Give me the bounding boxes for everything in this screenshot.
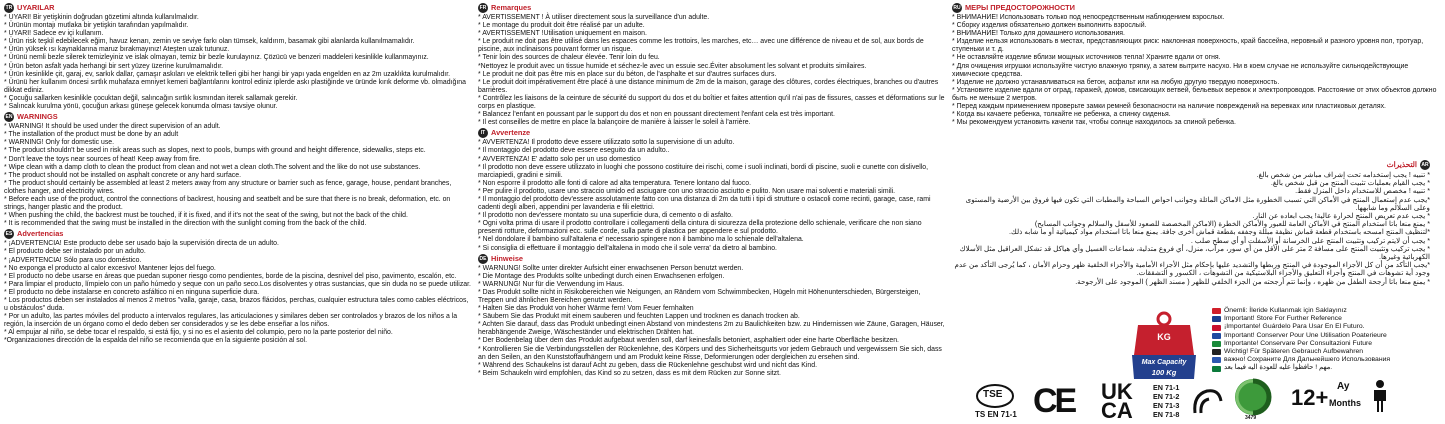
warning-line: * ВНИМАНИЕ! Использовать только под непосредственным наблюдением взрослых. (952, 14, 1225, 21)
section-en (4, 112, 472, 228)
warning-line: * El producto debe ser instalado por un adulto. (4, 248, 146, 256)
section-title-ru: МЕРЫ ПРЕДОСТОРОЖНОСТИ (965, 2, 1075, 12)
warning-line: *يجب التأكد من أن كل الأجزاء الموجودة في المنتج وربطها والتشديد عليها بإحكام مثل الأجزاء الأمامية والأجزاء الخلفية ظهر وحزام الأمان ، كما يُرجى التأكد من عدم وجود أية تشوهات في المنتج وأجزاء التعليق والأجزاء البلاستيكية من التشوهات ، الكسور و التشققات. (954, 260, 1430, 278)
warning-list-en (4, 123, 472, 228)
warning-line: * Для очищения игрушки используйте чистую влажную тряпку, а затем вытрите насухо. Ни в коем случае не используйте сильнодействующие химические средства. (952, 62, 1409, 78)
warning-line: * Beim Schaukeln wird empfohlen, das Kind so zu setzen, dass es mit dem Rücken zur Sonne sitzt. (478, 369, 781, 377)
warning-line: * Si consiglia di effettuare il montaggio dell'altalena in modo che il sole verra' da dietro al bambino. (478, 244, 777, 252)
flag-icon (1212, 316, 1221, 322)
warning-line: * Halten Sie das Produkt von hoher Wärme fern! Vom Feuer fernhalten (478, 305, 694, 313)
warning-line: * Ürün yüksek ısı kaynaklarına maruz bırakmayınız! Ateşten uzak tutunuz. (4, 46, 230, 54)
flag-icon (1212, 366, 1221, 372)
warning-line: *يجب عدم إستعمال المنتج في الأماكن التي تسبب الخطورة مثل الاماكن المائلة وجوانب احواض السباحة والمطبات التي تكون فيها فروق بين الأرضية والمستوى وعلى السلالم وما شابهها. (965, 194, 1430, 212)
warning-line: * Ürünün montajı mutlaka bir yetişkin tarafından yapılmalıdır. (4, 22, 189, 30)
warning-line: * Before each use of the product, control the connections of backrest, housing and seatbelt and be sure that there is no break, deformation, etc. on strings, hanger plastic and the product. (4, 195, 451, 212)
section-title-ar: التحذيرات (1386, 159, 1417, 169)
section-tr (4, 3, 472, 111)
warning-line: * The product should certainly be assembled at least 2 meters away from any structure or barrier such as fence, garage, house, pendant branches, clothes hanger, and electricity wires. (4, 179, 452, 195)
section-title-it: Avvertenze (491, 128, 531, 138)
section-de (478, 254, 946, 378)
store-note-text: Wichtig! Für Späteren Gebrauch Aufbewahren (1224, 348, 1364, 356)
warning-line: * Le produit doit impérativement être placé à une distance minimum de 2m de la maison, garage des clôtures, cordes électriques, branches ou d'autres barrières. (478, 78, 939, 94)
warning-line: * ¡ADVERTENCIA! Este producto debe ser usado bajo la supervisión directa de un adulto. (4, 240, 279, 248)
warning-line: * Установите изделие вдали от оград, гаражей, домов, свисающих ветвей, бельевых веревок и электропроводов. Расстояние от этих объектов должно быть не меньше 2 метров. (952, 86, 1437, 102)
warning-line: * AVERTISSEMENT !Utilisation uniquement en maison. (478, 30, 647, 38)
warning-line: * UYARI! Bir yetişkinin doğrudan gözetimi altında kullanılmalıdır. (4, 14, 199, 21)
store-note-text: важно! Сохраните Для Дальнейшего Использования (1224, 356, 1391, 364)
section-title-tr: UYARILAR (17, 2, 55, 12)
warning-line: *Nettoyez le produit avec un tissue humide et séchez-le avec un essuie sec.Éviter absolument les solvant et produits similaires. (478, 62, 867, 70)
middle-column (478, 2, 946, 379)
warning-line: * The installation of the product must be done by an adult (4, 131, 179, 139)
warning-line: * Il prodotto non dev'essere montato su una superficie dura, di cemento o di asfalto. (478, 212, 733, 220)
section-it (478, 128, 946, 252)
green-dot-number: 3479 (1245, 415, 1257, 421)
ukca-top: UK (1101, 379, 1133, 404)
warning-line: * Salıncak kurulma yönü, çocuğun arkası güneşe gelecek konumda olması tavsiye olunur. (4, 103, 278, 111)
capacity-kg-label: KG (1157, 332, 1171, 342)
en-standard-4: EN 71-8 (1153, 410, 1180, 419)
section-title-es: Advertencias (17, 229, 64, 239)
language-badge-tr: TR (5, 5, 13, 11)
language-badge-fr: FR (479, 5, 487, 11)
flag-icon (1212, 325, 1221, 331)
warning-line: * Изделие нельзя использовать в местах, представляющих риск: наклонная поверхность, край бассейна, неровный и разного уровня пол, тротуар, ступеньки и т. д. (952, 38, 1424, 54)
warning-line: * يجب عدم تعريض المنتج لحرارة عالية! يجب ابعاده عن النار. (1252, 211, 1430, 221)
warning-line: * Para limpiar el producto, límpielo con un paño húmedo y seque con un paño seco.Los disolventes y otras sustancias, que sin duda no se puede utilizar. (4, 280, 471, 288)
flag-icon (1212, 341, 1221, 347)
language-badge-de: DE (479, 255, 487, 262)
flag-icon (1212, 308, 1221, 314)
store-note-text: Important! Conserver Pour Une Utilisation Poaterieure (1224, 331, 1387, 339)
warning-line: * WARNUNG! Sollte unter direkter Aufsicht einer erwachsenen Person benutzt werden. (478, 264, 744, 272)
warning-line: * Le produit ne doit pas être mis en place sur du béton, de l'asphalte et sur d'autres surfaces durs. (478, 70, 777, 78)
warning-line: * Achten Sie darauf, dass das Produkt unbedingt einen Abstand von mindestens 2m zu Baulichkeiten bzw. zu Hindernissen wie Zäune, Garagen, Häuser, herabhängende Zweige, Wäscheständer und elektrischen Drähten hat. (478, 321, 945, 337)
warning-line: * Der Bodenbelag über dem das Produkt aufgebaut werden soll, darf keinesfalls betoniert, asphaltiert oder eine harte Oberfläche besitzen. (478, 337, 899, 345)
warning-list-es (4, 240, 472, 345)
warning-line: * Il est conseilles de mettre en place la balançoire de manière à laisser le soleil à l'arrière. (478, 119, 751, 127)
warning-list-fr (478, 14, 946, 127)
ce-mark: CE (1033, 382, 1075, 420)
ukca-bottom: CA (1101, 398, 1133, 423)
warning-line: * When pushing the child, the backrest must be touched, if it is fixed, and if it's not the seat of the swing, but not the back of the child. (4, 212, 408, 220)
store-note-row (1212, 307, 1442, 315)
warning-line: * Çocuğu sallarken kesinlikle çocuktan değil, salıncağın sırtlık kısmından iterek sallamak gerekir. (4, 94, 298, 102)
warning-line: * Ürün risk teşkil edebilecek eğim, havuz kenarı, zemin ve seviye farkı olan tümsek, kaldırım, basamak gibi alanlarda kullanılmamalıdır. (4, 38, 415, 46)
flag-icon (1212, 357, 1221, 363)
warning-list-it (478, 139, 946, 252)
warning-line: * Ürünü her kullanım öncesi sırtlık muhafaza emniyet kemeri bağlantılarını kontrol ediniz iplerde askı plastiğinde ve üründe kırık deforme vb. olmadığına dikkat ediniz. (4, 78, 466, 94)
warning-line: * Don't leave the toys near sources of heat! Keep away from fire. (4, 155, 201, 163)
store-note-row (1212, 348, 1442, 356)
language-badge-it: IT (478, 128, 488, 138)
section-ar (952, 160, 1430, 286)
child-figure-icon (1371, 379, 1389, 413)
green-dot-icon (1233, 377, 1273, 417)
language-badge-ar: AR (1421, 162, 1429, 168)
en-standards-list (1153, 383, 1179, 419)
capacity-line2: 100 Kg (1151, 368, 1177, 377)
store-note-text: Importante! Conservare Per Consultazioni Future (1224, 339, 1373, 347)
store-note-text: Önemli: İleride Kullanmak için Saklayınız (1224, 307, 1347, 314)
warning-line: * Il montaggio del prodotto dev'essere assolutamente fatto con una distanza di 2m da tutti i tipi di strutture o ostacoli come recinti, garage, case, rami cadenti degli alberi, appendini per lavanderia e fili elettrici. (478, 195, 931, 212)
recycling-triman-icon (1191, 385, 1225, 417)
warning-list-ru (952, 14, 1440, 127)
certification-marks (975, 379, 1440, 423)
warning-line: * ВНИМАНИЕ! Только для домашнего использования. (952, 30, 1125, 38)
tse-label: TSE (983, 389, 1003, 400)
warning-line: * Il montaggio del prodotto deve essere eseguito da un adulto.. (478, 147, 670, 155)
flag-icon (1212, 333, 1221, 339)
language-badge-en: EN (5, 114, 13, 121)
section-title-en: WARNINGS (17, 112, 58, 122)
store-note-text: Important! Store For Further Reference (1224, 315, 1342, 323)
warning-line: * يمنع منعا باتا أرجحة الطفل من ظهره ، وإنما تتم أرجحته من الجزء الخلفي للظهر ( مسند الظهر ) الموجود على الأرجوحة. (1075, 276, 1430, 286)
warning-line: * Balancez l'enfant en poussant par le support du dos et non en poussant directement l'enfant cela est très important. (478, 111, 835, 119)
warning-line: * يمنع منعا باتا استخدام المنتج في الأماكن العامة للعبور والأماكن الخطرة (الاماكن المخصصة للصعود للأسفل والسلالم وجوانب المسابح) (1034, 219, 1430, 229)
warning-line: * Перед каждым применением проверьте замки ремней безопасности на наличие повреждений на веревках или пластиковых деталях. (952, 103, 1386, 111)
language-badge-es: ES (5, 231, 13, 238)
warning-line: * Le montage du produit doit être réalisé par un adulte. (478, 22, 645, 30)
en-standard-1: EN 71-1 (1153, 383, 1180, 392)
warning-line: * Die Montage des Produkts sollte unbedingt durch einen Erwachsenen erfolgen. (478, 272, 725, 280)
warning-line: * ¡ADVERTENCIA! Sólo para uso doméstico. (4, 256, 142, 264)
store-note-row (1212, 364, 1442, 372)
warning-line: *Organizaciones dirección de la espalda del niño se recomienda que en la siguiente posición al sol. (4, 337, 307, 345)
warning-line: * Il prodotto non deve essere utilizzato in luoghi che possono costituire dei rischi, come i suoli inclinati, bordi di piscine, suoli e cunette con dislivello, marciapiedi, gradini e simili. (478, 163, 929, 179)
store-reference-list (1212, 307, 1442, 373)
warning-line: * Kontrollieren Sie die Verbindungsstellen der Rückenlehne, des Körpers und des Sicherheitsgurts vor jedem Gebrauch und vergewissern Sie sich, dass an den Seilen, an den Kunststoffaufhängern und am Produkt keine Risse, Deformierungen oder dergleichen zu ersehen sind. (478, 345, 942, 361)
warning-line: * No exponga el producto al calor excesivo! Mantener lejos del fuego. (4, 264, 216, 272)
warning-line: * Contrôlez les liaisons de la ceinture de sécurité du support du dos et du boîtier et faites attention qu'il n'ai pas de fissures, casses et déformations sur le corps en plastique. (478, 94, 945, 111)
warning-line: * Per pulire il prodotto, usare uno straccio umido ed asciugare con uno straccio asciutto e pulito. Non usare mai solventi e materiali simili. (478, 187, 896, 195)
warning-list-ar (952, 171, 1430, 286)
warning-line: * Wipe clean with a damp cloth to clean the product from clean and not wet a clean cloth.The solvent and the like do not use substances. (4, 163, 421, 171)
warning-line: * Ürün kesinlikle çit, garaj, ev, sarkık dallar, çamaşır askıları ve elektrik telleri gibi her hangi bir yapı yada engelden en az 2m uzaklıkta kurulmalıdır. (4, 70, 451, 78)
max-capacity-badge (1128, 305, 1200, 383)
warning-line: * The product shouldn't be used in risk areas such as slopes, next to pools, bumps with ground and height difference, sidewalks, steps etc. (4, 147, 426, 155)
warning-line: * يجب تركيب وتثبيت المنتج على مسافة 2 متر على الأقل من أي سور، مرآب، منزل، أي فروع متدلية، شماعات الغسيل وأي هياكل قد تشكل العراقيل مثل الأسلاك الكهربائية وغيرها. (959, 243, 1430, 262)
warning-line: * WARNUNG! Nur für die Verwendung im Haus. (478, 280, 625, 288)
warning-list-tr (4, 14, 472, 111)
warning-line: * Сборку изделия обязательно должен выполнить взрослый. (952, 22, 1147, 30)
warning-line: * تنبيه ! مخصص للاستخدام داخل المنزل فقط. (1295, 186, 1430, 196)
section-es (4, 229, 472, 345)
store-note-row (1212, 332, 1442, 340)
age-warning-number: 12+ (1291, 385, 1329, 410)
warning-line: * Tenir loin des sources de chaleur élevée. Tenir loin du feu. (478, 54, 660, 62)
warning-line: * Los productos deben ser instalados al menos 2 metros "valla, garaje, casa, brazos flácidos, perchas, cualquier estructura tales como cables eléctricos, u obstáculos" duda. (4, 297, 469, 313)
warning-line: * Изделие не должно устанавливаться на бетон, асфальт или на любую другую твердую поверхность. (952, 78, 1280, 86)
warning-line: * WARNING! It should be used under the direct supervision of an adult. (4, 123, 221, 131)
warning-line: * Al empujar al niño, se debe tocar el respaldo, si está fijo, y si no es el asiento del columpio, pero no la parte posterior del niño. (4, 329, 393, 337)
warning-line: * Non esporre il prodotto alle fonti di calore ad alta temperatura. Tenere lontano dal fuoco. (478, 179, 751, 187)
section-title-fr: Remarques (491, 2, 532, 12)
section-fr (478, 3, 946, 127)
warning-line: * Ürünü nemli bezle silerek temizleyiniz ve islak olmayan, temiz bir bezle kurulayınız. Çözücü ve benzeri maddeleri kesinlikle kullanmayınız. (4, 54, 429, 62)
warning-line: * يجب أن لايتم تركيب وتثبيت المنتج على الخرسانة أو الأسفلت أو أي سطح صلب . (1190, 235, 1430, 245)
en-standard-2: EN 71-2 (1153, 392, 1180, 401)
warning-line: * AVVERTENZA! Il prodotto deve essere utilizzato sotto la supervisione di un adulto. (478, 139, 735, 147)
store-note-row (1212, 315, 1442, 323)
warning-line: * Säubern Sie das Produkt mit einem sauberen und feuchten Lappen und trocknen es danach trocken ab. (478, 313, 800, 321)
warning-line: * AVERTISSEMENT ! À utiliser directement sous la surveillance d'un adulte. (478, 14, 710, 21)
section-title-de: Hinweise (491, 253, 524, 263)
warning-line: * AVVERTENZA! E' adatto solo per un uso domestico (478, 155, 641, 163)
warning-line: * Ogni volta prima di usare il prodotto controllare i collegamenti della cintura di sicurezza della protezione dello schienale, verificare che non siano presenti rotture, deformazioni ecc. sulle corde, sulla parte di plastica per appendere e sul prodotto. (478, 220, 922, 236)
warning-line: * Während des Schaukelns ist darauf Acht zu geben, dass die Rückenlehne geschubst wird und nicht das Kind. (478, 361, 817, 369)
language-badge-ru: RU (953, 5, 961, 11)
warning-line: * It is recommended that the swing must be installed in the direction with the sunlight coming from the back of the child. (4, 220, 367, 228)
warning-line: * El producto no debe usarse en áreas que puedan suponer riesgo como pendientes, borde de la piscina, desnivel del piso, pavimento, escalón, etc. (4, 272, 457, 280)
left-column (4, 2, 472, 347)
ts-en-label: TS EN 71-1 (975, 410, 1017, 419)
warning-line: * Когда вы качаете ребенка, толкайте не ребенка, а спинку сиденья. (952, 111, 1171, 119)
warning-line: * WARNING! Only for domestic use. (4, 139, 115, 147)
en-standard-3: EN 71-3 (1153, 401, 1180, 410)
warning-line: * Nel dondolare il bambino sull'altalena e' necessario spingere non il bambino ma lo schienale dell'altalena. (478, 236, 804, 244)
warning-line: * تنبيه ! يجب إستخدامه تحت إشراف مباشر من شخص بالغ. (1256, 170, 1430, 179)
store-note-text: مهم ! حافظوا عليه للعودة اليه فيما بعد. (1224, 364, 1333, 372)
section-ru (952, 3, 1440, 127)
warning-line: * The product should not be installed on asphalt concrete or any hard surface. (4, 171, 241, 179)
warning-list-de (478, 265, 946, 378)
age-unit-ay: Ay (1337, 381, 1350, 392)
warning-line: * El producto no debe instalarse en concreto asfáltico ni en ninguna superficie dura. (4, 288, 260, 296)
warning-line: * Das Produkt sollte nicht in Risikobereichen wie Neigungen, an Rändern vom Schwimmbecken, Hügeln mit Höhenunterschieden, Bürgersteigen, Treppen und ähnlichen Bereichen genutzt werden. (478, 288, 921, 304)
warning-line: * يجب القيام بعمليات تثبيت المنتج من قبل شخص بالغ. (1270, 178, 1430, 188)
right-column (952, 2, 1440, 128)
warning-line: * UYARI! Sadece ev içi kullanım. (4, 30, 104, 38)
warning-line: * Мы рекомендуем установить качели так, чтобы солнце находилось за спиной ребенка. (952, 119, 1236, 127)
warning-line: *لتنظيف المنتج امسحه باستخدام قطعة قماش نظيفة مبللة وجففه بقطعة قماش أخرى جافة. يمنع منعا باتا استخدام مواد كيميائية أو ما شابه ذلك. (1008, 227, 1430, 237)
flag-icon (1212, 349, 1221, 355)
warning-line: * Не оставляйте изделие вблизи мощных источников тепла! Храните вдали от огня. (952, 54, 1221, 62)
warning-line: * Ürün beton asfalt yada herhangi bir sert yüzey üzerine kurulmamalıdır. (4, 62, 224, 70)
age-unit-months: Months (1329, 398, 1361, 408)
warning-line: * Por un adulto, las partes móviles del producto a intervalos regulares, las articulaciones y similares deben ser controlados y brazos de los niños a la región, la inserción de un órgano como el dedo deben ser considerados y se les debe enseñar a los niños. (4, 313, 458, 329)
store-note-row (1212, 340, 1442, 348)
store-note-text: ¡Importante! Guárdelo Para Usar En El Futuro. (1224, 323, 1365, 331)
store-note-row (1212, 323, 1442, 331)
warning-line: * Le produit ne doit pas être utilisé dans les espaces comme les trottoirs, les marches, etc… avec une différence de niveau et de sol, aux bords de piscine, aux inclinaisons pouvant former un risque. (478, 38, 924, 54)
capacity-line1: Max Capacity (1141, 359, 1187, 366)
